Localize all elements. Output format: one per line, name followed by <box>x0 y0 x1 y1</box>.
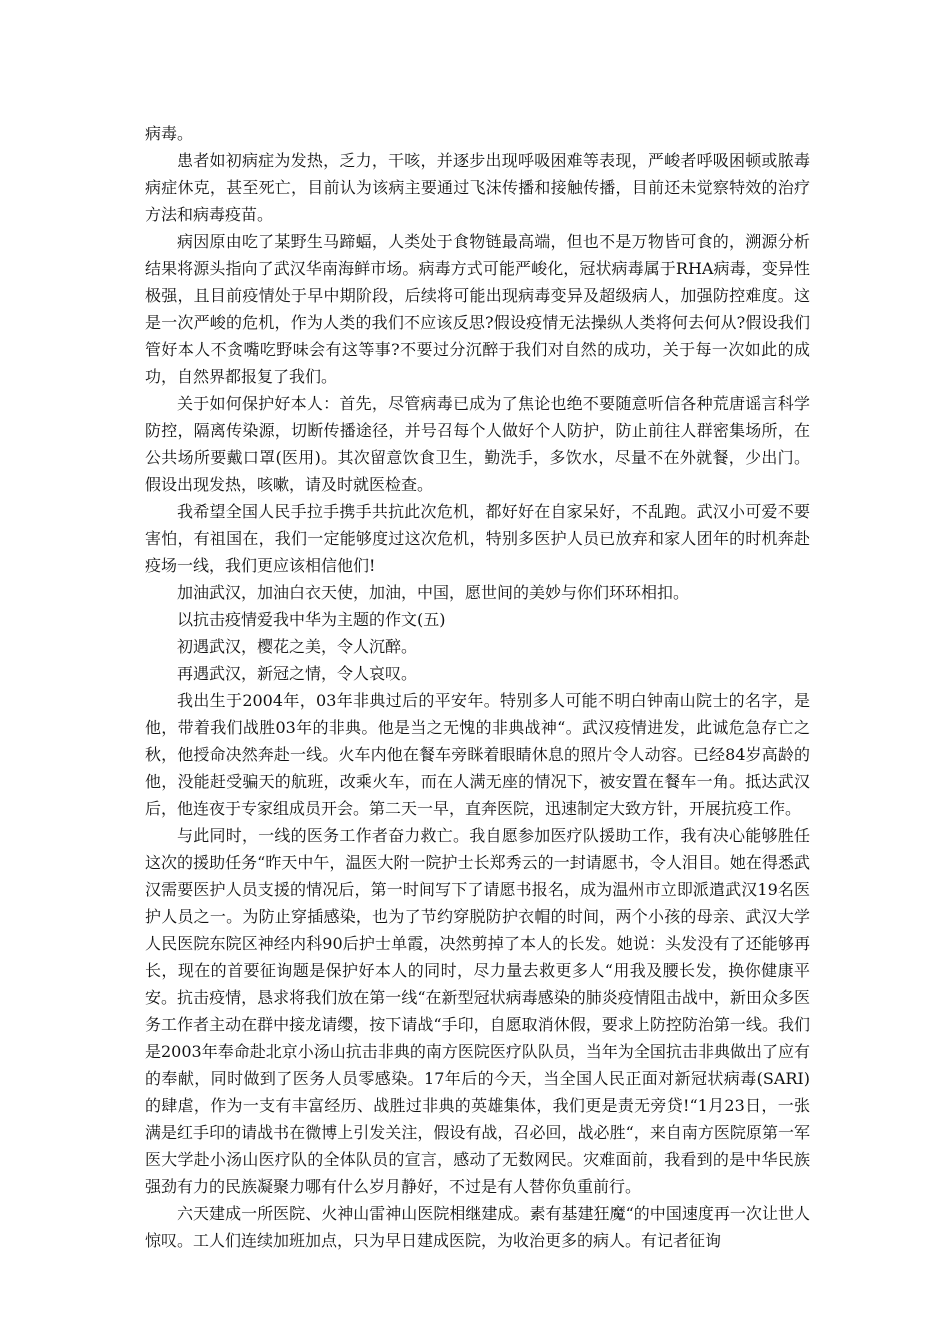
paragraph-4: 关于如何保护好本人：首先，尽管病毒已成为了焦论也绝不要随意听信各种荒唐谣言科学防控，隔离传染源，切断传播途径，并号召每个人做好个人防护，防止前往人群密集场所，在公共场所要戴口罩(医用)。其次留意饮食卫生，勤洗手，多饮水，尽量不在外就餐，少出门。假设出现发热，咳嗽，请及时就医检查。 <box>145 394 810 494</box>
paragraph-10: 我出生于2004年，03年非典过后的平安年。特别多人可能不明白钟南山院士的名字，是他，带着我们战胜03年的非典。他是当之无愧的非典战神“。武汉疫情进发，此诚危急存亡之秋，他授命决然奔赴一线。火车内他在餐车旁眯着眼睛休息的照片令人动容。已经84岁高龄的他，没能赶受骗天的航班，改乘火车，而在人满无座的情况下，被安置在餐车一角。抵达武汉后，他连夜于专家组成员开会。第二天一早，直奔医院，迅速制定大致方针，开展抗疫工作。 <box>145 691 810 818</box>
paragraph-2: 患者如初病症为发热，乏力，干咳，并逐步出现呼吸困难等表现，严峻者呼吸困顿或脓毒病症休克，甚至死亡，目前认为该病主要通过飞沫传播和接触传播，目前还未觉察特效的治疗方法和病毒疫苗。 <box>145 151 810 224</box>
paragraph-5: 我希望全国人民手拉手携手共抗此次危机，都好好在自家呆好，不乱跑。武汉小可爱不要害怕，有祖国在，我们一定能够度过这次危机，特别多医护人员已放弃和家人团年的时机奔赴疫场一线，我们更应该相信他们! <box>145 502 810 575</box>
document-body <box>145 120 810 1254</box>
section-title: 以抗击疫情爱我中华为主题的作文(五) <box>177 610 446 629</box>
paragraph-8: 初遇武汉，樱花之美，令人沉醉。 <box>177 637 418 656</box>
paragraph-1: 病毒。 <box>145 124 194 143</box>
paragraph-11: 与此同时，一线的医务工作者奋力救亡。我自愿参加医疗队援助工作，我有决心能够胜任这次的援助任务“昨天中午，温医大附一院护士长郑秀云的一封请愿书，令人泪目。她在得悉武汉需要医护人员支援的情况后，第一时间写下了请愿书报名，成为温州市立即派遣武汉19名医护人员之一。为防止穿插感染，也为了节约穿脱防护衣帽的时间，两个小孩的母亲、武汉大学人民医院东院区神经内科90后护士单霞，决然剪掉了本人的长发。她说：头发没有了还能够再长，现在的首要征询题是保护好本人的同时，尽力量去救更多人“用我及腰长发，换你健康平安。抗击疫情，恳求将我们放在第一线“在新型冠状病毒感染的肺炎疫情阻击战中，新田众多医务工作者主动在群中接龙请缨，按下请战“手印，自愿取消休假，要求上防控防治第一线。我们是2003年奉命赴北京小汤山抗击非典的南方医院医疗队队员，当年为全国抗击非典做出了应有的奉献，同时做到了医务人员零感染。17年后的今天，当全国人民正面对新冠状病毒(SARI)的肆虐，作为一支有丰富经历、战胜过非典的英雄集体，我们更是责无旁贷!“1月23日，一张满是红手印的请战书在微博上引发关注，假设有战，召必回，战必胜“，来自南方医院原第一军医大学赴小汤山医疗队的全体队员的宣言，感动了无数网民。灾难面前，我看到的是中华民族强劲有力的民族凝聚力哪有什么岁月静好，不过是有人替你负重前行。 <box>145 826 810 1196</box>
paragraph-12: 六天建成一所医院、火神山雷神山医院相继建成。素有基建狂魔“的中国速度再一次让世人惊叹。工人们连续加班加点，只为早日建成医院，为收治更多的病人。有记者征询 <box>145 1204 810 1250</box>
paragraph-9: 再遇武汉，新冠之情，令人哀叹。 <box>177 664 418 683</box>
paragraph-6: 加油武汉，加油白衣天使，加油，中国，愿世间的美妙与你们环环相扣。 <box>177 583 690 602</box>
paragraph-3: 病因原由吃了某野生马蹄蝠，人类处于食物链最高端，但也不是万物皆可食的，溯源分析结果将源头指向了武汉华南海鲜市场。病毒方式可能严峻化，冠状病毒属于RHA病毒，变异性极强，且目前疫情处于早中期阶段，后续将可能出现病毒变异及超级病人，加强防控难度。这是一次严峻的危机，作为人类的我们不应该反思?假设疫情无法操纵人类将何去何从?假设我们管好本人不贪嘴吃野味会有这等事?不要过分沉醉于我们对自然的成功，关于每一次如此的成功，自然界都报复了我们。 <box>145 232 810 386</box>
